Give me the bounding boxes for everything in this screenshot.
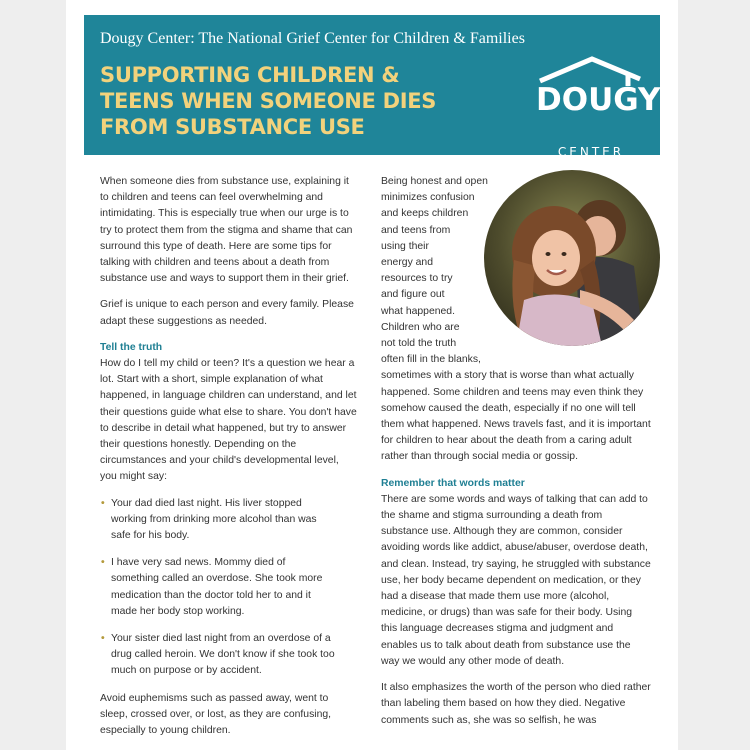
honesty-continuation: sometimes with a story that is worse than what actually happened. Some children and teens may even think they somehow caused the death, especially if no one will tell them what happened. News travels fast, and it is important for children to hear about the death from a caring adult rather than through social media or gossip. xyxy=(381,370,651,463)
title-line-3: FROM SUBSTANCE USE xyxy=(100,115,365,139)
section-heading-words-matter: Remember that words matter xyxy=(381,477,525,489)
words-matter-paragraph: There are some words and ways of talking that can add to the shame and stigma surrounding a death from substance use. Although they are common, consider avoiding words like addict, abuse/abuser, overdose death, and clean. Instead, try saying, he struggled with substance use, her body became dependent on medication, or they had a disease that made them use more (alcohol, medicine, or drugs) than was safe for their body. Using this language decreases stigma and judgment and enables us to talk about death from substance use the way we would any other mode of death. xyxy=(381,493,651,667)
list-item: • Your dad died last night. His liver stopped working from drinking more alcohol than was safe for his body. xyxy=(101,497,317,542)
left-column xyxy=(100,174,358,739)
list-item: • I have very sad news. Mommy died of something called an overdose. She took more medication than the doctor told her to and it made her body stop working. xyxy=(101,557,323,617)
bullet-icon: • xyxy=(101,633,105,645)
logo-word: DOUGY xyxy=(536,82,661,118)
euphemisms-paragraph: Avoid euphemisms such as passed away, went to sleep, crossed over, or lost, as they are confusing, especially to young children. xyxy=(100,692,332,737)
example-list xyxy=(100,496,358,680)
bullet-icon: • xyxy=(101,497,105,509)
tell-truth-paragraph: How do I tell my child or teen? It's a question we hear a lot. Start with a short, simple explanation of what happened, in language children can understand, and let their questions guide what else to share. You don't have to describe in detail what happened, but try to answer their questions honestly. Depending on the circumstances and your child's developmental level, you might say: xyxy=(100,358,357,483)
grief-unique-paragraph: Grief is unique to each person and every family. Please adapt these suggestions as needed. xyxy=(100,299,354,327)
intro-paragraph: When someone dies from substance use, explaining it to children and teens can feel overwhelming and intimidating. This is especially true when our urge is to try to protect them from the stigma and shame that can surround this type of death. Here are some tips for talking with children and teens about a death from substance use and ways to support them in their grief. xyxy=(100,176,353,285)
worth-paragraph: It also emphasizes the worth of the person who died rather than labeling them based on how they died. Negative comments such as, she was so selfish, he was xyxy=(381,682,651,726)
dougy-center-logo xyxy=(536,53,661,163)
title-line-2: TEENS WHEN SOMEONE DIES xyxy=(100,89,437,113)
children-photo xyxy=(484,170,660,346)
page-title xyxy=(100,62,460,140)
logo-subword: CENTER xyxy=(557,145,625,159)
bullet-icon: • xyxy=(101,557,105,569)
list-item: • Your sister died last night from an overdose of a drug called heroin. We don't know if she took too much on purpose or by accident. xyxy=(101,633,335,677)
title-line-1: SUPPORTING CHILDREN & xyxy=(100,63,400,87)
header-banner xyxy=(84,15,661,159)
section-heading-tell-truth: Tell the truth xyxy=(100,341,163,353)
honesty-narrow-block: Being honest and open minimizes confusion and keeps children and teens from using their energy and resources to try and figure out what happened. Children who are not told the truth often fill in the blanks, xyxy=(381,176,488,366)
org-line: Dougy Center: The National Grief Center for Children & Families xyxy=(100,30,525,47)
photo-illustration xyxy=(484,170,660,346)
document-page xyxy=(66,0,678,750)
